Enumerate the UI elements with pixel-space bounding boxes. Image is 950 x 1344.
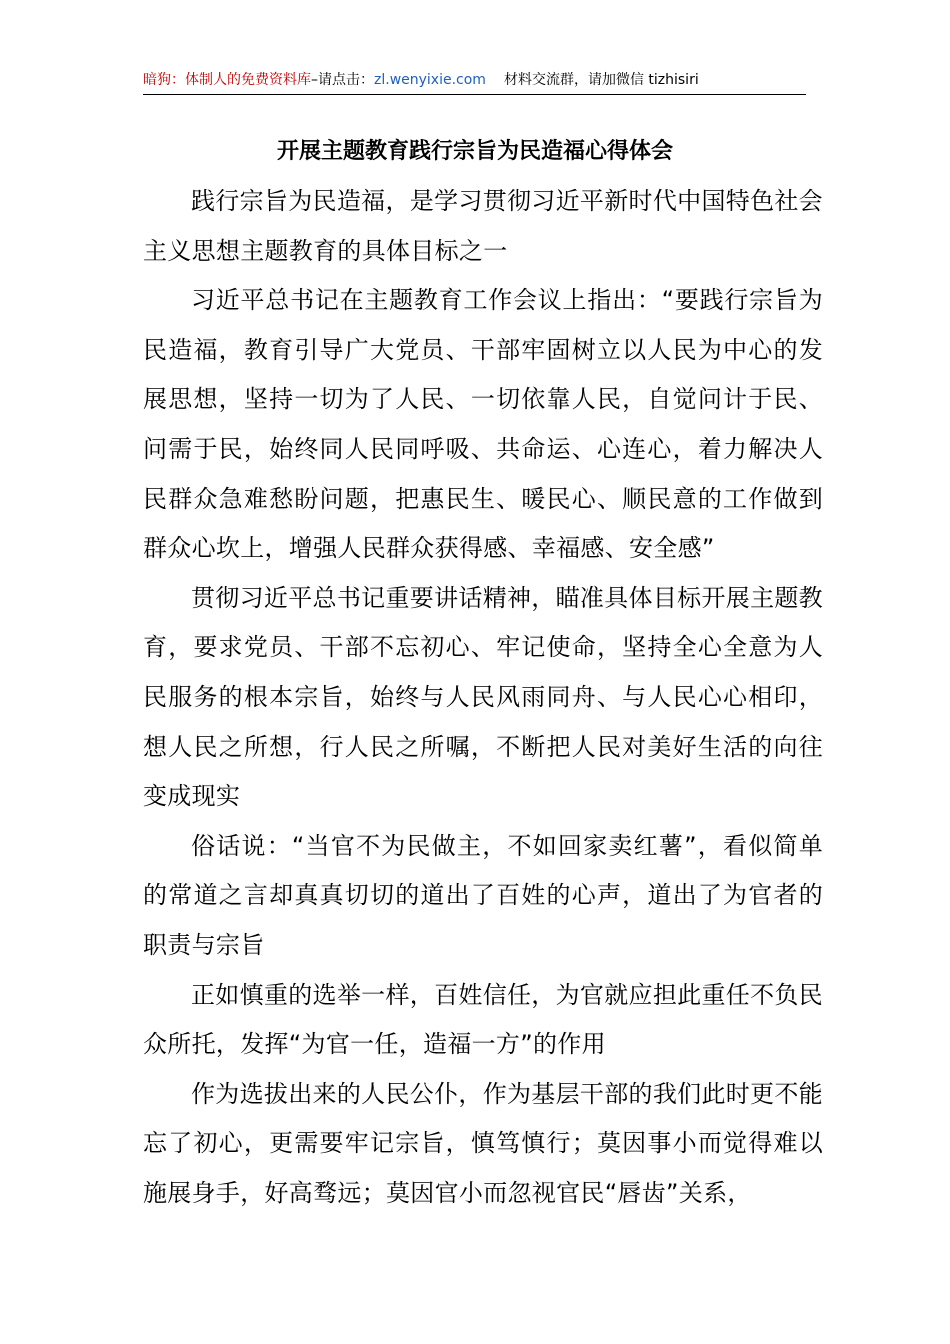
document-title: 开展主题教育践行宗旨为民造福心得体会 xyxy=(276,139,673,164)
paragraph-2: 习近平总书记在主题教育工作会议上指出：“要践行宗旨为民造福，教育引导广大党员、干部牢固树立以人民为中心的发展思想，坚持一切为了人民、一切依靠人民，自觉问计于民、问需于民，始终同人民同呼吸、共命运、心连心，着力解决人民群众急难愁盼问题，把惠民生、暖民心、顺民意的工作做到群众心坎上，增强人民群众获得感、幸福感、安全感” xyxy=(143,286,823,563)
header-wechat-note: 材料交流群，请加微信 tizhisiri xyxy=(503,72,699,88)
paragraph-4: 俗话说：“当官不为民做主，不如回家卖红薯”，看似简单的常道之言却真真切切的道出了百姓的心声，道出了为官者的职责与宗旨 xyxy=(143,831,823,959)
header-prompt: –请点击： xyxy=(311,72,374,88)
header-url-link[interactable]: zl.wenyixie.com xyxy=(374,72,486,88)
paragraph-3: 贯彻习近平总书记重要讲话精神，瞄准具体目标开展主题教育，要求党员、干部不忘初心、牢记使命，坚持全心全意为人民服务的根本宗旨，始终与人民风雨同舟、与人民心心相印，想人民之所想，行人民之所嘱，不断把人民对美好生活的向往变成现实 xyxy=(143,583,823,811)
header-brand: 暗狗：体制人的免费资料库 xyxy=(143,72,311,88)
paragraph-1: 践行宗旨为民造福，是学习贯彻习近平新时代中国特色社会主义思想主题教育的具体目标之一 xyxy=(143,187,823,265)
paragraph-5: 正如慎重的选举一样，百姓信任，为官就应担此重任不负民众所托，发挥“为官一任，造福一方”的作用 xyxy=(143,980,823,1059)
document-body xyxy=(143,177,823,1218)
page-header xyxy=(143,70,806,95)
paragraph-6: 作为选拔出来的人民公仆，作为基层干部的我们此时更不能忘了初心，更需要牢记宗旨，慎笃慎行；莫因事小而觉得难以施展身手，好高骛远；莫因官小而忽视官民“唇齿”关系， xyxy=(143,1079,823,1207)
